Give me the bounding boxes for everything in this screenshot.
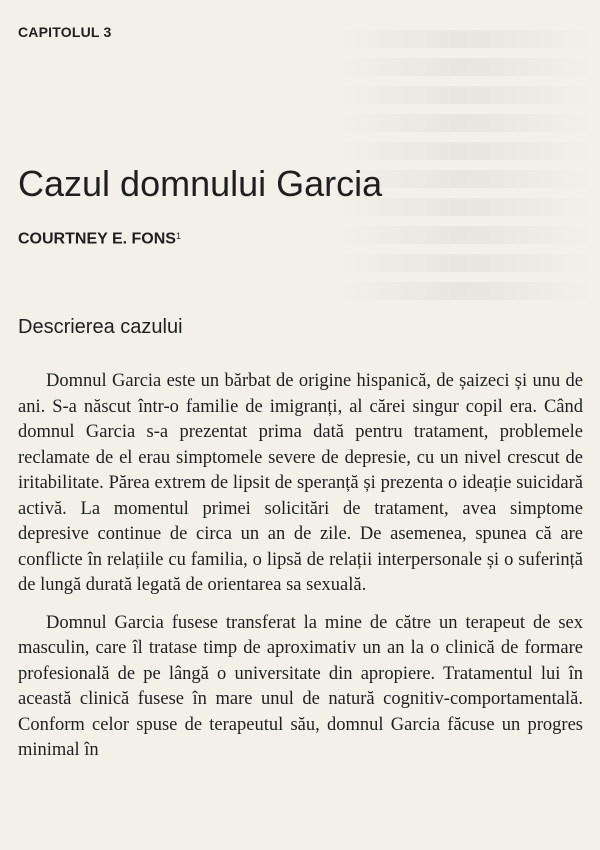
paragraph-2: Domnul Garcia fusese transferat la mine de către un terapeut de sex masculin, care îl tratase timp de aproximativ un an la o clinică de formare profesională de pe lângă o universitate din apropiere. Tratamentul lui în această clinică fusese în mare unul de natură cognitiv-comportamentală. Conform celor spuse de terapeutul său, domnul Garcia făcuse un progres minimal în — [18, 612, 583, 760]
section-heading: Descrierea cazului — [18, 316, 183, 338]
author-footnote-mark: 1 — [175, 231, 181, 241]
chapter-label: CAPITOLUL 3 — [18, 24, 112, 40]
chapter-title: Cazul domnului Garcia — [18, 163, 383, 204]
author-line — [18, 229, 181, 248]
author-name: COURTNEY E. FONS — [18, 230, 176, 248]
paragraph-1: Domnul Garcia este un bărbat de origine hispanică, de șaizeci și unu de ani. S-a născut într-o familie de imigranți, al cărei singur copil era. Când domnul Garcia s-a prezentat prima dată pentru tratament, problemele reclamate de el erau simptomele severe de depresie, cu un nivel crescut de iritabilitate. Părea extrem de lipsit de speranță și prezenta o ideație suicidară activă. La momentul primei solicitări de tratament, avea simptome depresive continue de circa un an de zile. De asemenea, spunea că are conflicte în relațiile cu familia, o lipsă de relații interpersonale și o suferință de lungă durată legată de orientarea sa sexuală. — [18, 371, 583, 595]
case-description-body — [18, 369, 583, 764]
